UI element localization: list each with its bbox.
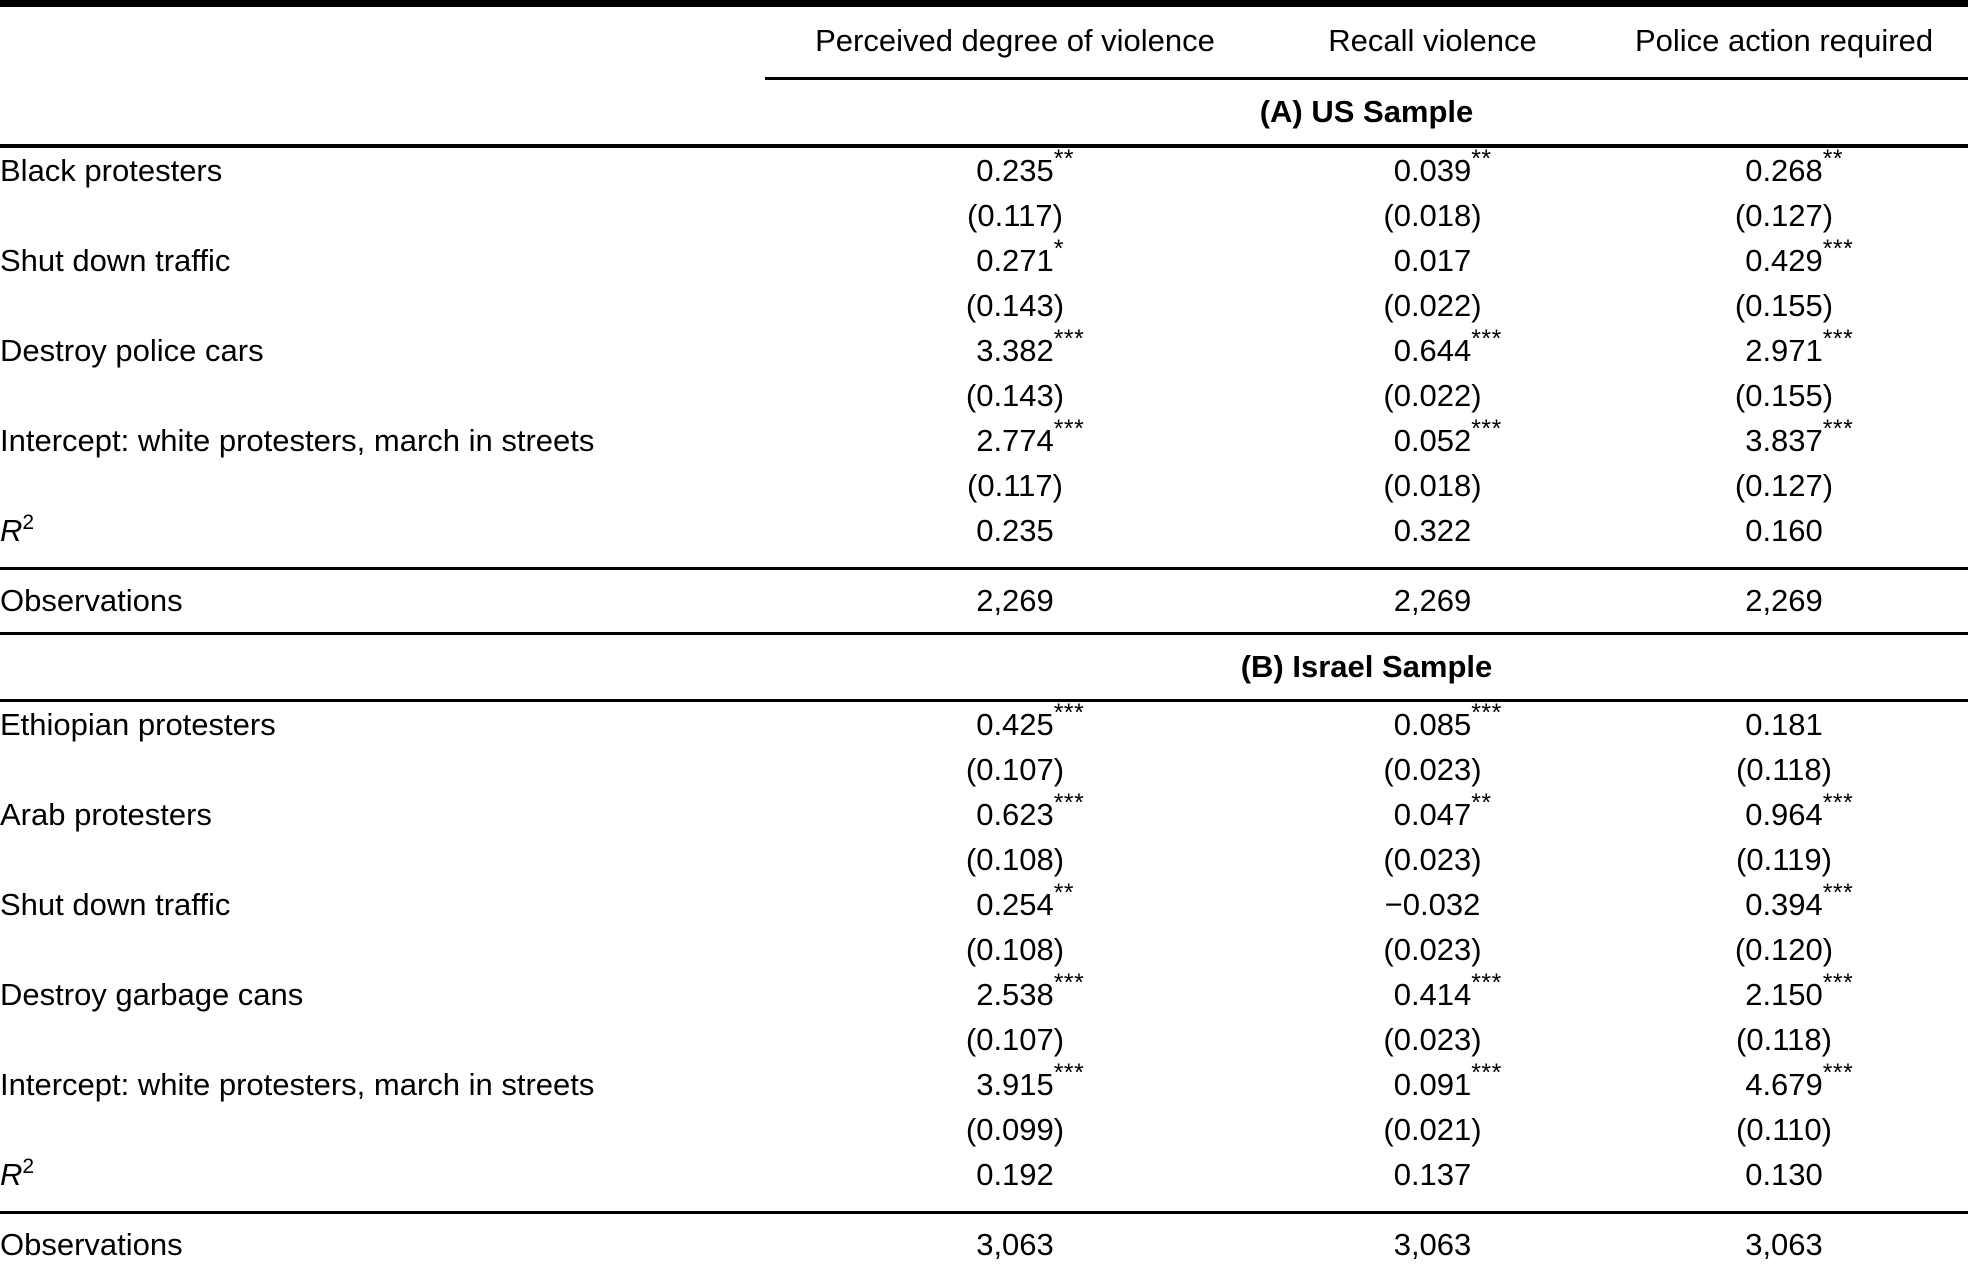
coefficient-value [765, 325, 1265, 373]
estimate: 4.679 [1745, 1066, 1823, 1102]
observations-value: 3,063 [765, 1213, 1265, 1264]
significance-stars: *** [1053, 1059, 1085, 1087]
coefficient-value [1265, 325, 1600, 373]
r-squared-value: 0.235 [976, 512, 1054, 548]
significance-stars: *** [1053, 969, 1085, 997]
significance-stars: *** [1471, 699, 1502, 727]
standard-error: (0.155) [1734, 287, 1834, 323]
column-header-perceived-violence: Perceived degree of violence [765, 4, 1265, 79]
estimate: −0.032 [1384, 886, 1481, 922]
coefficient-value [765, 235, 1265, 283]
standard-error: (0.117) [967, 467, 1063, 503]
estimate: 0.047 [1393, 796, 1472, 832]
coefficient-value [1600, 879, 1968, 927]
significance-stars: *** [1822, 235, 1854, 263]
table-row [0, 882, 1968, 927]
empty-cell [0, 1017, 765, 1062]
standard-error: (0.118) [1736, 1021, 1832, 1057]
panel-a-title-row [0, 79, 1968, 147]
standard-error: (0.023) [1383, 1021, 1482, 1057]
standard-error: (0.099) [965, 1111, 1065, 1147]
empty-cell [0, 747, 765, 792]
column-header-row [0, 4, 1968, 79]
r-exponent: 2 [22, 1154, 35, 1178]
coefficient-value [1265, 146, 1600, 193]
r-squared-row [0, 1152, 1968, 1213]
coefficient-value [765, 789, 1265, 837]
standard-error: (0.119) [1736, 841, 1832, 877]
significance-stars: ** [1471, 789, 1492, 817]
estimate: 0.394 [1745, 886, 1823, 922]
coefficient-value [765, 146, 1265, 193]
row-label-destroy-garbage-cans: Destroy garbage cans [0, 976, 304, 1012]
coefficient-value [1600, 325, 1968, 373]
estimate: 0.425 [976, 706, 1054, 742]
standard-error: (0.127) [1734, 467, 1834, 503]
coefficient-value [1600, 969, 1968, 1017]
table-row-se [0, 1107, 1968, 1152]
coefficient-value [1265, 701, 1600, 748]
estimate: 2.150 [1745, 976, 1823, 1012]
observations-value: 2,269 [1600, 569, 1968, 634]
coefficient-value [1265, 1059, 1600, 1107]
row-label-shut-down-traffic-b: Shut down traffic [0, 886, 231, 922]
significance-stars: *** [1822, 879, 1854, 907]
r-symbol: R [0, 1156, 23, 1192]
standard-error: (0.110) [1736, 1111, 1832, 1147]
row-label-intercept: Intercept: white protesters, march in streets [0, 422, 595, 458]
coefficient-value [1600, 701, 1968, 748]
coefficient-value [1265, 238, 1600, 283]
panel-b-title-row [0, 634, 1968, 701]
coefficient-value [1600, 146, 1968, 193]
empty-cell [0, 1107, 765, 1152]
panel-b-title: (B) Israel Sample [765, 634, 1968, 701]
empty-cell [0, 283, 765, 328]
estimate: 0.235 [976, 152, 1054, 188]
significance-stars: *** [1822, 325, 1854, 353]
table-row-se [0, 927, 1968, 972]
standard-error: (0.107) [965, 751, 1065, 787]
estimate: 0.414 [1393, 976, 1472, 1012]
significance-stars: *** [1822, 415, 1854, 443]
coefficient-value [1600, 789, 1968, 837]
observations-label: Observations [0, 569, 765, 634]
header-empty-cell [0, 4, 765, 79]
empty-cell [0, 463, 765, 508]
observations-label: Observations [0, 1213, 765, 1264]
coefficient-value [1265, 789, 1600, 837]
standard-error: (0.023) [1383, 841, 1482, 877]
coefficient-value [1600, 235, 1968, 283]
table-row [0, 418, 1968, 463]
significance-stars: *** [1471, 415, 1502, 443]
estimate: 0.271 [976, 242, 1054, 278]
table-row-se [0, 837, 1968, 882]
r-exponent: 2 [22, 510, 35, 534]
panel-a-title: (A) US Sample [765, 79, 1968, 147]
estimate: 2.971 [1745, 332, 1823, 368]
coefficient-value [1265, 415, 1600, 463]
significance-stars: *** [1471, 969, 1502, 997]
column-header-police-action: Police action required [1600, 4, 1968, 79]
r-squared-value: 0.322 [1393, 512, 1472, 548]
empty-cell [0, 373, 765, 418]
standard-error: (0.108) [965, 931, 1065, 967]
standard-error: (0.108) [965, 841, 1065, 877]
observations-value: 3,063 [1600, 1213, 1968, 1264]
observations-value: 2,269 [765, 569, 1265, 634]
observations-value: 3,063 [1265, 1213, 1600, 1264]
standard-error: (0.018) [1383, 197, 1482, 233]
significance-stars: *** [1822, 969, 1854, 997]
estimate: 0.017 [1393, 242, 1472, 278]
panel-a-title-spacer [0, 79, 765, 147]
significance-stars: *** [1053, 325, 1085, 353]
r-squared-value: 0.137 [1393, 1156, 1472, 1192]
table-row-se [0, 283, 1968, 328]
standard-error: (0.120) [1734, 931, 1834, 967]
significance-stars: ** [1471, 145, 1492, 173]
empty-cell [0, 193, 765, 238]
column-header-recall-violence: Recall violence [1265, 4, 1600, 79]
table-row [0, 238, 1968, 283]
estimate: 0.429 [1745, 242, 1823, 278]
significance-stars: *** [1053, 789, 1085, 817]
significance-stars: *** [1471, 325, 1502, 353]
standard-error: (0.022) [1383, 287, 1482, 323]
table-row [0, 328, 1968, 373]
estimate: 0.623 [976, 796, 1054, 832]
row-label-ethiopian-protesters: Ethiopian protesters [0, 706, 276, 742]
estimate: 0.085 [1393, 706, 1472, 742]
table-row [0, 1062, 1968, 1107]
estimate: 0.644 [1393, 332, 1472, 368]
coefficient-value [1600, 1059, 1968, 1107]
coefficient-value [1265, 882, 1600, 927]
estimate: 0.964 [1745, 796, 1823, 832]
standard-error: (0.127) [1734, 197, 1834, 233]
standard-error: (0.023) [1383, 931, 1482, 967]
significance-stars: ** [1822, 145, 1844, 173]
row-label-arab-protesters: Arab protesters [0, 796, 212, 832]
significance-stars: * [1053, 235, 1064, 263]
table-row-se [0, 373, 1968, 418]
standard-error: (0.107) [965, 1021, 1065, 1057]
significance-stars: *** [1471, 1059, 1502, 1087]
significance-stars: *** [1822, 789, 1854, 817]
standard-error: (0.018) [1383, 467, 1482, 503]
table-row [0, 701, 1968, 748]
observations-row [0, 1213, 1968, 1264]
empty-cell [0, 927, 765, 972]
coefficient-value [765, 701, 1265, 748]
significance-stars: *** [1053, 415, 1085, 443]
r-squared-value: 0.192 [976, 1156, 1054, 1192]
r-squared-row [0, 508, 1968, 569]
coefficient-value [765, 1059, 1265, 1107]
coefficient-value [1265, 969, 1600, 1017]
table-row [0, 146, 1968, 193]
table-row-se [0, 463, 1968, 508]
estimate: 0.091 [1393, 1066, 1472, 1102]
significance-stars: *** [1053, 699, 1085, 727]
significance-stars: *** [1822, 1059, 1854, 1087]
table-row [0, 972, 1968, 1017]
row-label-shut-down-traffic: Shut down traffic [0, 242, 231, 278]
r-squared-label [0, 508, 765, 569]
standard-error: (0.118) [1736, 751, 1832, 787]
table-row [0, 792, 1968, 837]
significance-stars: ** [1053, 145, 1075, 173]
estimate: 0.039 [1393, 152, 1472, 188]
observations-row [0, 569, 1968, 634]
r-squared-value: 0.160 [1745, 512, 1823, 548]
r-squared-value: 0.130 [1745, 1156, 1823, 1192]
estimate: 2.538 [976, 976, 1054, 1012]
panel-b-title-spacer [0, 634, 765, 701]
empty-cell [0, 837, 765, 882]
estimate: 3.915 [976, 1066, 1054, 1102]
table-row-se [0, 1017, 1968, 1062]
r-squared-label [0, 1152, 765, 1213]
coefficient-value [765, 969, 1265, 1017]
coefficient-value [1600, 415, 1968, 463]
row-label-black-protesters: Black protesters [0, 152, 223, 188]
standard-error: (0.022) [1383, 377, 1482, 413]
standard-error: (0.143) [965, 377, 1065, 413]
coefficient-value [765, 879, 1265, 927]
estimate: 0.268 [1745, 152, 1823, 188]
row-label-destroy-police-cars: Destroy police cars [0, 332, 264, 368]
row-label-intercept-b: Intercept: white protesters, march in streets [0, 1066, 595, 1102]
standard-error: (0.023) [1383, 751, 1482, 787]
r-symbol: R [0, 512, 23, 548]
standard-error: (0.143) [965, 287, 1065, 323]
standard-error: (0.117) [967, 197, 1063, 233]
table-row-se [0, 747, 1968, 792]
estimate: 2.774 [976, 422, 1054, 458]
estimate: 0.181 [1745, 706, 1823, 742]
estimate: 3.382 [976, 332, 1054, 368]
standard-error: (0.021) [1383, 1111, 1482, 1147]
estimate: 0.254 [976, 886, 1054, 922]
estimate: 3.837 [1745, 422, 1823, 458]
estimate: 0.052 [1393, 422, 1472, 458]
significance-stars: ** [1053, 879, 1075, 907]
table-row-se [0, 193, 1968, 238]
coefficient-value [765, 415, 1265, 463]
observations-value: 2,269 [1265, 569, 1600, 634]
standard-error: (0.155) [1734, 377, 1834, 413]
